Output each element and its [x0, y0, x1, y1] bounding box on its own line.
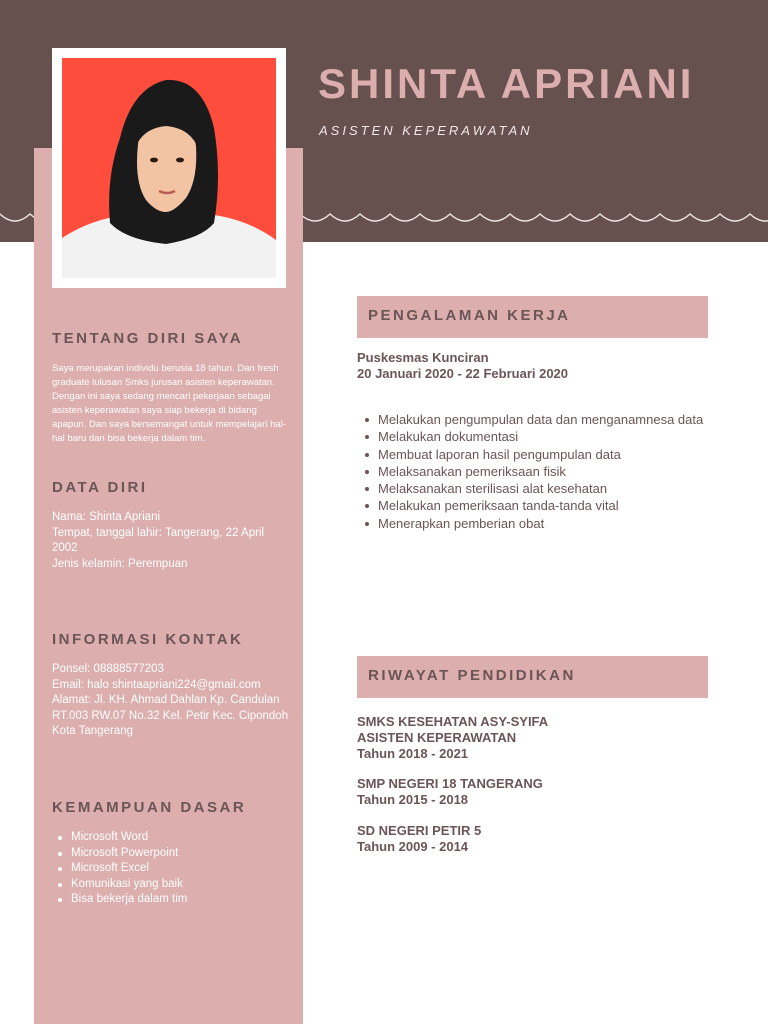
list-item: Microsoft Excel	[52, 861, 290, 877]
candidate-name: SHINTA APRIANI	[318, 60, 695, 107]
contact-heading: INFORMASI KONTAK	[52, 631, 244, 648]
skills-list	[52, 830, 290, 908]
experience-heading-bar	[357, 296, 708, 338]
education-school: SMKS KESEHATAN ASY-SYIFA	[357, 714, 549, 729]
education-heading-bar	[357, 656, 708, 698]
profile-photo	[62, 58, 276, 278]
education-years: Tahun 2018 - 2021	[357, 746, 469, 761]
personal-birth: Tempat, tanggal lahir: Tangerang, 22 April 2002	[52, 526, 265, 555]
education-years: Tahun 2009 - 2014	[357, 839, 469, 854]
list-item: Melaksanakan sterilisasi alat kesehatan	[357, 480, 707, 497]
list-item: Melakukan pemeriksaan tanda-tanda vital	[357, 497, 707, 514]
education-years: Tahun 2015 - 2018	[357, 792, 469, 807]
experience-heading: PENGALAMAN KERJA	[368, 307, 571, 324]
personal-gender: Jenis kelamin: Perempuan	[52, 557, 188, 570]
contact-phone: Ponsel: 08888577203	[52, 663, 164, 675]
list-item: Melakukan pengumpulan data dan menganamnesa data	[357, 411, 707, 428]
list-item: Membuat laporan hasil pengumpulan data	[357, 446, 707, 463]
profile-photo-frame	[52, 48, 286, 288]
education-school: SMP NEGERI 18 TANGERANG	[357, 776, 543, 791]
experience-place: Puskesmas Kunciran	[357, 350, 489, 365]
experience-duties	[357, 411, 707, 532]
skills-heading: KEMAMPUAN DASAR	[52, 799, 247, 816]
list-item: Melaksanakan pemeriksaan fisik	[357, 463, 707, 480]
list-item: Microsoft Powerpoint	[52, 846, 290, 862]
contact-email: Email: halo shintaapriani224@gmail.com	[52, 678, 261, 691]
contact-address: Alamat: Jl. KH. Ahmad Dahlan Kp. Candulan RT.003 RW.07 No.32 Kel. Petir Kec. Cipondoh Kota Tangerang	[52, 694, 289, 738]
experience-period: 20 Januari 2020 - 22 Februari 2020	[357, 366, 569, 381]
personal-info	[52, 510, 290, 572]
personal-name: Nama: Shinta Apriani	[52, 511, 161, 523]
job-title: ASISTEN KEPERAWATAN	[319, 123, 533, 138]
education-school: SD NEGERI PETIR 5	[357, 823, 482, 838]
personal-heading: DATA DIRI	[52, 479, 148, 496]
list-item: Menerapkan pemberian obat	[357, 515, 707, 532]
list-item: Komunikasi yang baik	[52, 877, 290, 893]
list-item: Bisa bekerja dalam tim	[52, 892, 290, 908]
contact-info	[52, 662, 290, 740]
person-portrait-icon	[62, 58, 276, 278]
education-heading: RIWAYAT PENDIDIKAN	[368, 667, 576, 684]
list-item: Microsoft Word	[52, 830, 290, 846]
about-text: Saya merupakan individu berusia 18 tahun. Dan fresh graduate lulusan Smks jurusan asisten keperawatan. Dengan ini saya sedang mencari pekerjaan sebagai asisten keperawatan saya siap bekerja di bidang apapun. Dan saya bersemangat untuk mempelajari hal-hal baru dan bisa bekerja dalam tim.	[52, 363, 286, 444]
list-item: Melakukan dokumentasi	[357, 428, 707, 445]
education-major: ASISTEN KEPERAWATAN	[357, 730, 517, 745]
about-heading: TENTANG DIRI SAYA	[52, 330, 244, 347]
